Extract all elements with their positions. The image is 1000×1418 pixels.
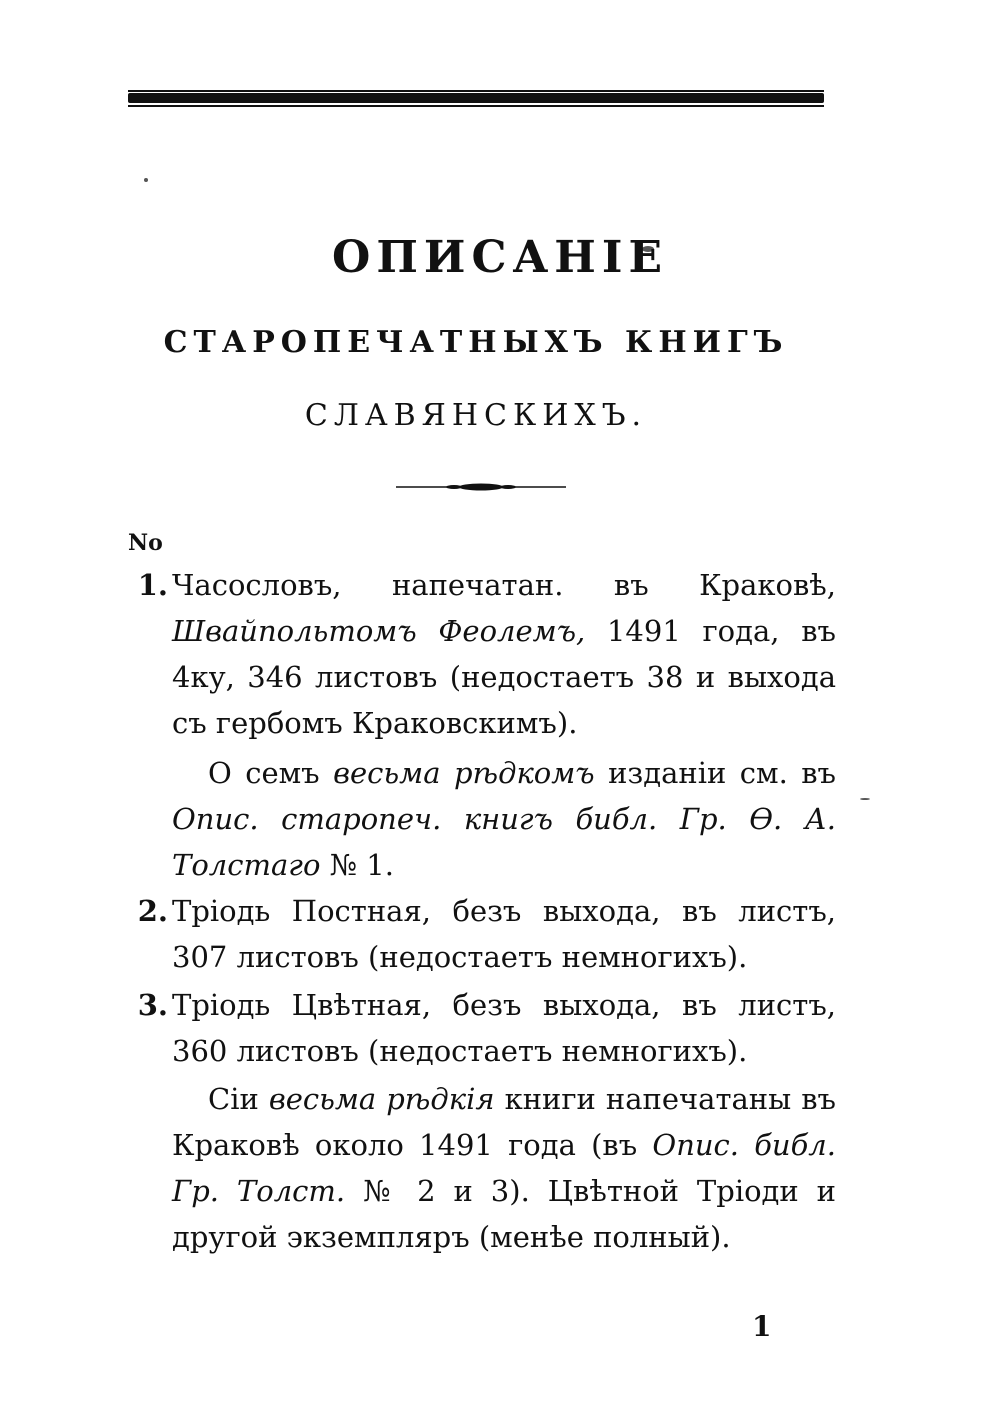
top-double-rule — [128, 90, 824, 108]
entry-number: 1. — [137, 568, 168, 602]
entry-text-part: Часословъ, напечатан. въ Краковѣ, — [172, 568, 836, 602]
note-reference: Опис. старопеч. книгъ библ. Гр. Ѳ. А. Толстаго — [172, 802, 836, 882]
page-title: ОПИСАНІЕ — [332, 232, 668, 283]
top-rule-thick — [128, 93, 824, 103]
entry-text: Тріодь Цвѣтная, безъ выхода, въ листъ, 360 листовъ (недостаетъ немногихъ). — [172, 988, 836, 1068]
entry-text — [172, 562, 836, 746]
entry-printer-name: Швайпольтомъ Феолемъ, — [172, 614, 586, 648]
note-italic: весьма рѣдкомъ — [333, 756, 595, 790]
note-text: О семъ — [208, 756, 320, 790]
note-text: книги напечатаны въ Краковѣ около 1491 года (въ — [172, 1082, 836, 1162]
entry-text: Тріодь Постная, безъ выхода, въ листъ, 307 листовъ (недостаетъ немногихъ). — [172, 894, 836, 974]
entry-number: 2. — [137, 894, 168, 928]
note-paragraph — [172, 1076, 836, 1260]
note-text: № 1. — [329, 848, 394, 882]
ornament-divider — [396, 480, 566, 494]
list-label: No — [128, 530, 163, 556]
page-number: 1 — [752, 1310, 772, 1343]
note-paragraph — [172, 750, 836, 888]
subtitle-line-1: СТАРОПЕЧАТНЫХЪ КНИГЪ — [163, 325, 789, 360]
note-text: изданіи см. въ — [608, 756, 837, 790]
subtitle-line-2: СЛАВЯНСКИХЪ. — [304, 398, 648, 433]
top-rule-thin — [128, 90, 824, 92]
note-reference: Опис. библ. Гр. Толст. — [172, 1128, 836, 1208]
entry-text-part: 1491 года, въ 4ку, 346 листовъ (недостаетъ 38 и выхода съ гербомъ Краковскимъ). — [172, 614, 836, 740]
note-italic: весьма рѣдкія — [268, 1082, 495, 1116]
note-text: Сіи — [208, 1082, 259, 1116]
note-text: № 2 и 3). Цвѣтной Тріоди и другой экземпляръ (менѣе полный). — [172, 1174, 836, 1254]
ink-speck — [860, 798, 870, 800]
ink-speck — [144, 178, 148, 182]
top-rule-thin-lower — [128, 105, 824, 107]
entry-number: 3. — [137, 988, 168, 1022]
